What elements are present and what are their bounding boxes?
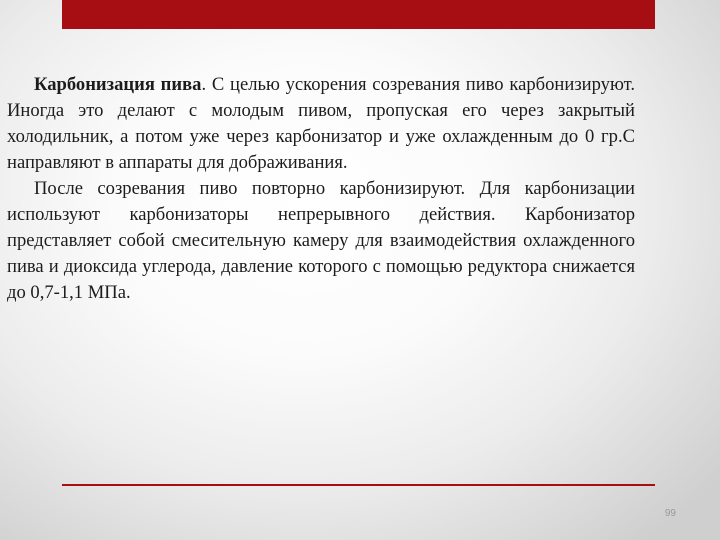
header-accent-bar (62, 0, 655, 29)
paragraph-repeat-carbonization: После созревания пиво повторно карбонизируют. Для карбонизации используют карбонизаторы непрерывного действия. Карбонизатор представляет собой смесительную камеру для взаимодействия охлажденного пива и диоксида углерода, давление которого с помощью редуктора снижается до 0,7-1,1 МПа. (7, 178, 635, 303)
paragraph-carbonization-text: . С целью ускорения созревания пиво карбонизируют. Иногда это делают с молодым пивом, пропуская его через закрытый холодильник, а потом уже через карбонизатор и уже охлажденным до 0 гр.С направляют в аппараты для дображивания. (7, 74, 635, 173)
page-number: 99 (664, 508, 676, 519)
term-carbonization: Карбонизация пива (34, 74, 202, 95)
slide-body (7, 72, 635, 306)
paragraph-carbonization (7, 72, 635, 176)
footer-divider (62, 484, 655, 486)
